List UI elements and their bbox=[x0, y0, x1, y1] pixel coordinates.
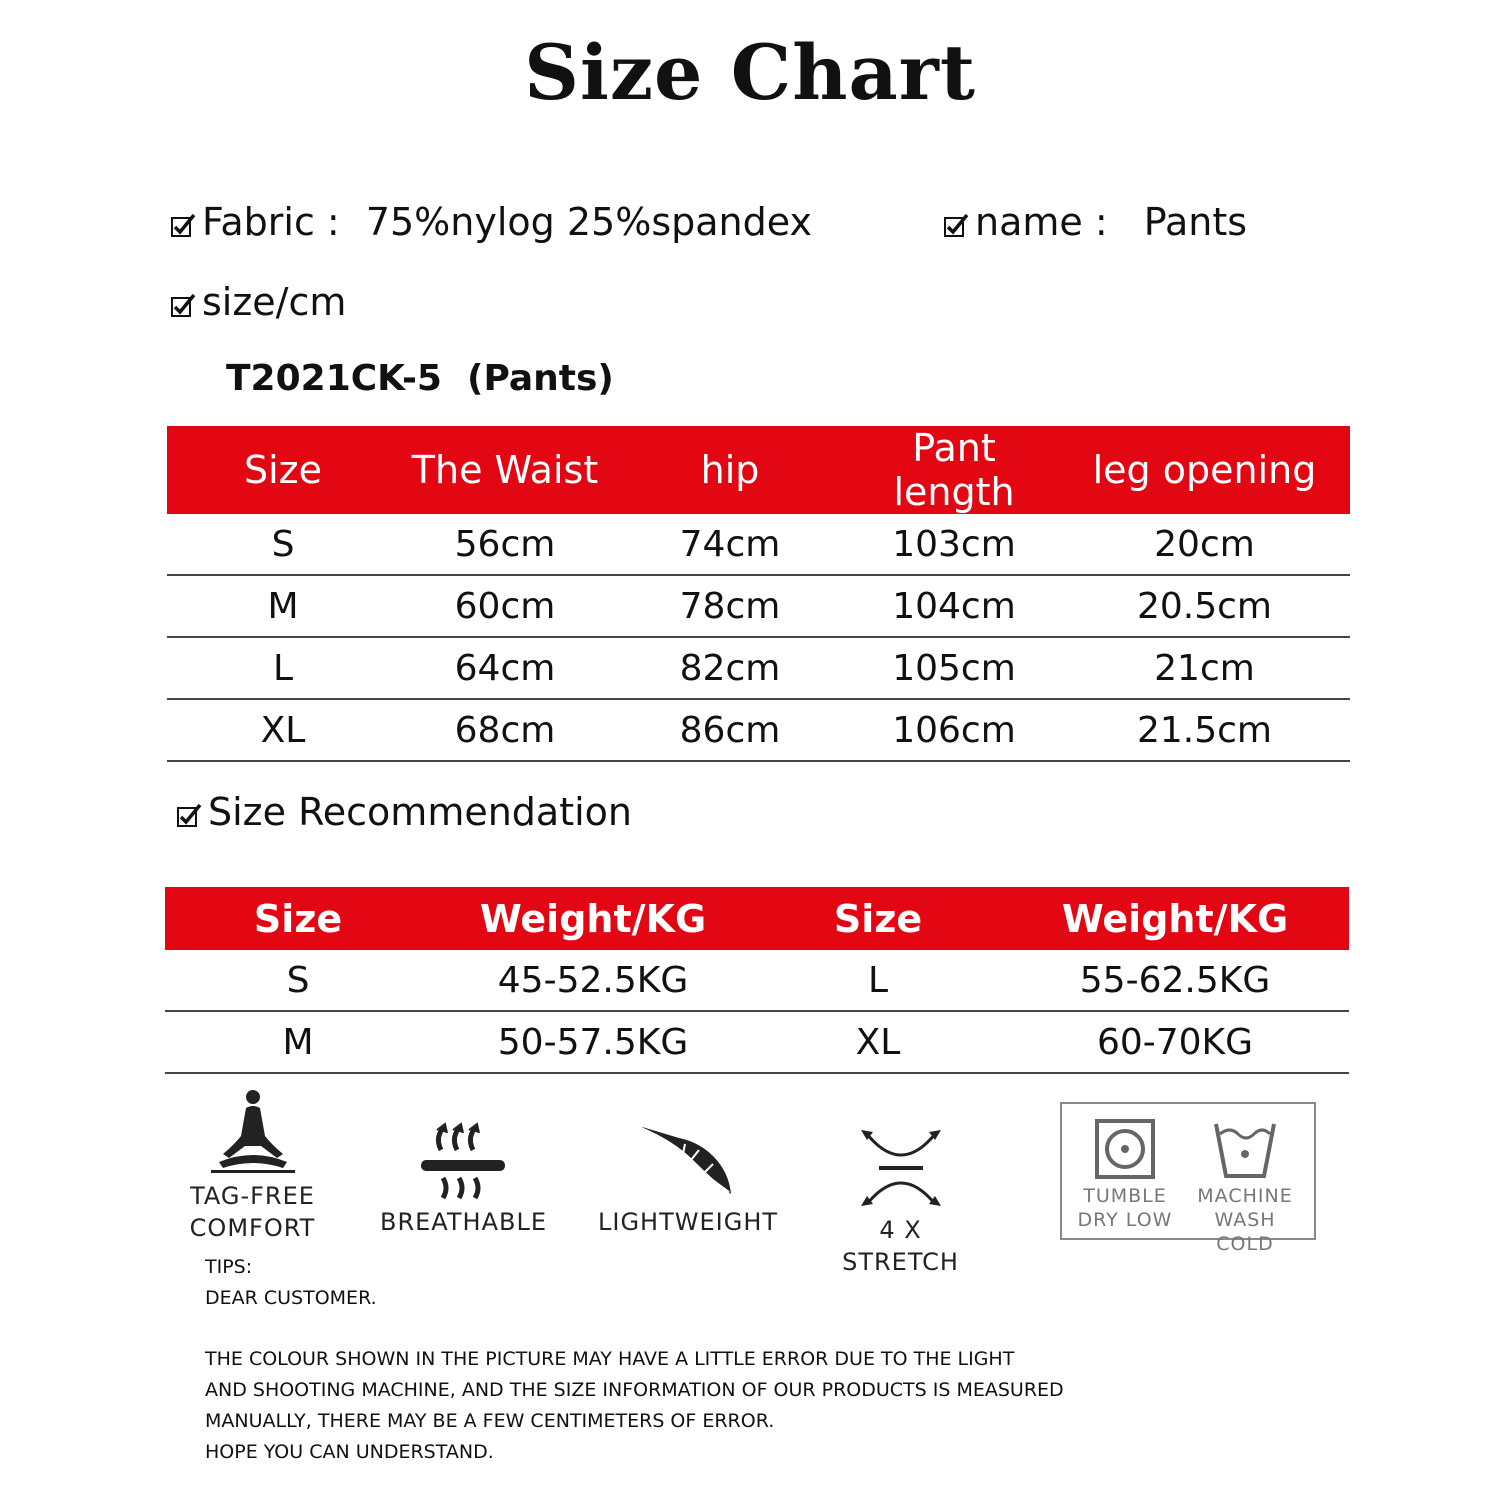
product-code: T2021CK-5 (Pants) bbox=[226, 358, 614, 399]
feather-icon bbox=[633, 1120, 743, 1202]
tumble-dry-icon bbox=[1094, 1118, 1156, 1180]
wash-cold-icon bbox=[1212, 1118, 1278, 1180]
feature-breathable bbox=[380, 1120, 545, 1238]
checkmark-icon bbox=[170, 212, 196, 238]
table-cell: 68cm bbox=[399, 699, 611, 761]
table-cell: 78cm bbox=[611, 575, 849, 637]
checkmark-icon bbox=[176, 802, 202, 828]
care-label: MACHINE bbox=[1197, 1185, 1293, 1207]
table-row bbox=[165, 1011, 1349, 1073]
care-label: WASH COLD bbox=[1214, 1209, 1276, 1255]
tips-line: MANUALLY, THERE MAY BE A FEW CENTIMETERS OF ERROR. bbox=[205, 1410, 775, 1432]
table-cell: L bbox=[755, 950, 1001, 1011]
table-cell: S bbox=[165, 950, 431, 1011]
table-cell: 50-57.5KG bbox=[431, 1011, 755, 1073]
table-cell: 64cm bbox=[399, 637, 611, 699]
tips-line: THE COLOUR SHOWN IN THE PICTURE MAY HAVE A LITTLE ERROR DUE TO THE LIGHT bbox=[205, 1348, 1015, 1370]
care-wash-cold bbox=[1186, 1118, 1304, 1256]
care-instructions bbox=[1060, 1102, 1316, 1255]
table-row bbox=[167, 514, 1350, 575]
feature-label: 4 X STRETCH bbox=[842, 1216, 959, 1276]
table-cell: 21cm bbox=[1059, 637, 1350, 699]
table-cell: 20.5cm bbox=[1059, 575, 1350, 637]
checkmark-icon bbox=[170, 292, 196, 318]
header-cell: Size bbox=[755, 887, 1001, 950]
header-cell: Weight/KG bbox=[431, 887, 755, 950]
table-cell: 82cm bbox=[611, 637, 849, 699]
header-cell: Size bbox=[167, 426, 399, 514]
size-unit-label: size/cm bbox=[202, 280, 347, 324]
feature-tag-free bbox=[175, 1088, 330, 1244]
table-cell: 106cm bbox=[849, 699, 1059, 761]
care-tumble-dry bbox=[1076, 1118, 1174, 1232]
feature-label: LIGHTWEIGHT bbox=[598, 1208, 779, 1236]
table-cell: 56cm bbox=[399, 514, 611, 575]
table-cell: 21.5cm bbox=[1059, 699, 1350, 761]
name-value: Pants bbox=[1143, 200, 1248, 244]
name-info bbox=[943, 200, 1247, 244]
care-label: TUMBLE bbox=[1083, 1185, 1167, 1207]
feature-stretch bbox=[818, 1126, 983, 1278]
tips-line: AND SHOOTING MACHINE, AND THE SIZE INFORMATION OF OUR PRODUCTS IS MEASURED bbox=[205, 1379, 1064, 1401]
recommendation-table bbox=[165, 887, 1349, 1074]
name-label: name : bbox=[975, 200, 1108, 244]
checkmark-icon bbox=[943, 212, 969, 238]
table-cell: M bbox=[167, 575, 399, 637]
tips-line: HOPE YOU CAN UNDERSTAND. bbox=[205, 1441, 494, 1463]
recommendation-label: Size Recommendation bbox=[208, 790, 632, 834]
table-cell: XL bbox=[167, 699, 399, 761]
table-cell: XL bbox=[755, 1011, 1001, 1073]
header-cell: leg opening bbox=[1059, 426, 1350, 514]
table-row bbox=[167, 699, 1350, 761]
size-unit bbox=[170, 280, 346, 324]
header-cell: Pant length bbox=[849, 426, 1059, 514]
table-cell: S bbox=[167, 514, 399, 575]
recommendation-table-header bbox=[165, 887, 1349, 950]
recommendation-heading bbox=[176, 790, 632, 834]
size-table bbox=[167, 426, 1350, 762]
table-cell: 60-70KG bbox=[1001, 1011, 1349, 1073]
table-cell: 74cm bbox=[611, 514, 849, 575]
breathable-icon bbox=[413, 1120, 513, 1202]
header-cell: The Waist bbox=[399, 426, 611, 514]
stretch-icon bbox=[853, 1126, 949, 1210]
tips-heading: TIPS: bbox=[205, 1256, 253, 1278]
header-cell: hip bbox=[611, 426, 849, 514]
feature-label: TAG-FREE bbox=[190, 1182, 315, 1210]
table-cell: 103cm bbox=[849, 514, 1059, 575]
table-cell: 20cm bbox=[1059, 514, 1350, 575]
feature-lightweight bbox=[598, 1120, 778, 1238]
header-cell: Size bbox=[165, 887, 431, 950]
tips-greeting: DEAR CUSTOMER. bbox=[205, 1287, 377, 1309]
size-table-header bbox=[167, 426, 1350, 514]
table-cell: 104cm bbox=[849, 575, 1059, 637]
table-cell: 45-52.5KG bbox=[431, 950, 755, 1011]
page-title: Size Chart bbox=[524, 28, 976, 117]
meditation-icon bbox=[203, 1088, 303, 1176]
table-row bbox=[167, 575, 1350, 637]
feature-label: BREATHABLE bbox=[380, 1208, 547, 1236]
fabric-info bbox=[170, 200, 812, 244]
table-cell: 55-62.5KG bbox=[1001, 950, 1349, 1011]
care-label: DRY LOW bbox=[1077, 1209, 1173, 1231]
table-row bbox=[167, 637, 1350, 699]
fabric-value: 75%nylog 25%spandex bbox=[365, 200, 812, 244]
table-cell: L bbox=[167, 637, 399, 699]
header-cell: Weight/KG bbox=[1001, 887, 1349, 950]
table-cell: 86cm bbox=[611, 699, 849, 761]
table-row bbox=[165, 950, 1349, 1011]
table-cell: 105cm bbox=[849, 637, 1059, 699]
table-cell: M bbox=[165, 1011, 431, 1073]
fabric-label: Fabric : bbox=[202, 200, 340, 244]
feature-label: COMFORT bbox=[189, 1214, 316, 1242]
table-cell: 60cm bbox=[399, 575, 611, 637]
